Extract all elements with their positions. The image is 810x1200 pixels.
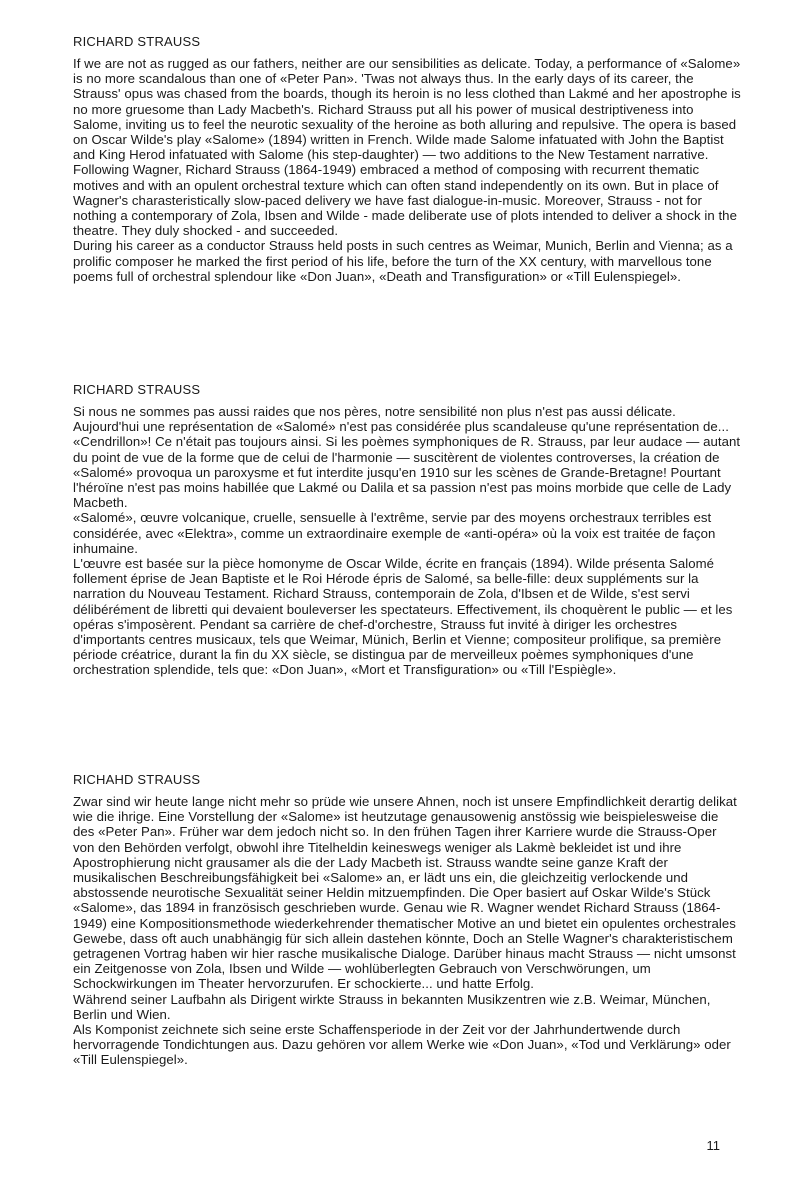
section-heading: RICHARD STRAUSS [73,382,201,397]
paragraph: «Salomé», œuvre volcanique, cruelle, sensuelle à l'extrême, servie par des moyens orchestraux terribles est considérée, avec «Elektra», comme un extraordinaire exemple de «anti-opéra» où la voix est traitée de façon inhumaine. [73,510,716,556]
page-number: 11 [706,1138,720,1153]
paragraph: Während seiner Laufbahn als Dirigent wirkte Strauss in bekannten Musikzentren wie z.B. Weimar, München, Berlin und Wien. [73,991,711,1022]
section-heading: RICHAHD STRAUSS [73,772,201,787]
paragraph: During his career as a conductor Strauss held posts in such centres as Weimar, Munich, Berlin and Vienna; as a prolific composer he marked the first period of his life, before the turn of the XX century, with marvellous tone poems full of orchestral splendour like «Don Juan», «Death and Transfiguration» or «Till Eulenspiegel». [73,238,733,284]
paragraph: Following Wagner, Richard Strauss (1864-1949) embraced a method of composing with recurrent thematic motives and with an opulent orchestral texture which can often stand independently on its own. But in place of Wagner's charasteristically slow-paced delivery we have fast dialogue-in-music. Moreover, Strauss - not for nothing a contemporary of Zola, Ibsen and Wilde - made deliberate use of plots intended to deliver a shock in the theatre. They duly shocked - and succeeded. [73,162,737,239]
section-heading: RICHARD STRAUSS [73,34,201,49]
section-english [73,34,741,284]
paragraph: Als Komponist zeichnete sich seine erste Schaffensperiode in der Zeit vor der Jahrhundertwende durch hervorragende Tondichtungen aus. Dazu gehören vor allem Werke wie «Don Juan», «Tod und Verklärung» oder «Till Eulenspiegel». [73,1022,731,1068]
section-german [73,772,741,1068]
section-french [73,382,741,678]
paragraph: L'œuvre est basée sur la pièce homonyme de Oscar Wilde, écrite en français (1894). Wilde présenta Salomé follement éprise de Jean Baptiste et le Roi Hérode épris de Salomé, sa belle-fille: deux suppléments sur la narration du Nouveau Testament. Richard Strauss, contemporain de Zola, d'Ibsen et de Wilde, s'est servi délibérément de libretti qui devaient bouleverser les spectateurs. Effectivement, ils choquèrent le public — et les opéras s'imposèrent. Pendant sa carrière de chef-d'orchestre, Strauss fut invité à diriger les orchestres d'importants centres musicaux, tels que Weimar, Münich, Berlin et Vienne; compositeur prolifique, sa première période créatrice, durant la fin du XX siècle, se distingua par de merveilleux poèmes symphoniques d'une orchestration splendide, tels que: «Don Juan», «Mort et Transfiguration» ou «Till l'Espiègle». [73,556,733,678]
paragraph: Si nous ne sommes pas aussi raides que nos pères, notre sensibilité non plus n'est pas aussi délicate. Aujourd'hui une représentation de «Salomé» n'est pas considérée plus scandaleuse qu'une représentation de... «Cendrillon»! Ce n'était pas toujours ainsi. Si les poèmes symphoniques de R. Strauss, par leur audace — autant du point de vue de la forme que de celui de l'harmonie — suscitèrent de violentes controverses, la création de «Salomé» provoqua un paroxysme et fut interdite jusqu'en 1910 sur les scènes de Grande-Bretagne! Pourtant l'héroïne n'est pas moins habillée que Lakmé ou Dalila et sa passion n'est pas moins morbide que celle de Lady Macbeth. [73,404,741,511]
paragraph: If we are not as rugged as our fathers, neither are our sensibilities as delicate. Today, a performance of «Salome» is no more scandalous than one of «Peter Pan». 'Twas not always thus. In the early days of its career, the Strauss' opus was chased from the boards, though its heroin is no less clothed than Lakmé and her apostrophe is no more gruesome than Lady Macbeth's. Richard Strauss put all his power of musical destriptiveness into Salome, inviting us to feel the neurotic sexuality of the heroine as both alluring and repulsive. The opera is based on Oscar Wilde's play «Salome» (1894) written in French. Wilde made Salome infatuated with John the Baptist and King Herod infatuated with Salome (his step-daughter) — two additions to the New Testament narrative. [73,56,741,163]
paragraph: Zwar sind wir heute lange nicht mehr so prüde wie unsere Ahnen, noch ist unsere Empfindlichkeit derartig delikat wie die ihrige. Eine Vorstellung der «Salome» ist heutzutage genausowenig anstössig wie beispielesweise die des «Peter Pan». Früher war dem jedoch nicht so. In den frühen Tagen ihrer Karriere wurde die Strauss-Oper von den Behörden verfolgt, obwohl ihre Titelheldin keineswegs weniger als Lakmè bekleidet ist und ihre Apostrophierung nicht grausamer als die der Lady Macbeth ist. Strauss wandte seine ganze Kraft der musikalischen Beschreibungsfähigkeit bei «Salome» an, er lädt uns ein, die gleichzeitig verlockende und abstossende neurotische Sexualität seiner Heldin mitzuempfinden. Die Oper basiert auf Oskar Wilde's Stück «Salome», das 1894 in französisch geschrieben wurde. Genau wie R. Wagner wendet Richard Strauss (1864-1949) eine Kompositionsmethode wiederkehrender thematischer Motive an und bietet ein opulentes orchestrales Gewebe, dass oft auch unabhängig für sich allein dastehen könnte, Doch an Stelle Wagner's charakteristischem getragenen Vortrag haben wir hier rasche musikalische Dialoge. Darüber hinaus macht Strauss — nicht umsonst ein Zeitgenosse von Zola, Ibsen und Wilde — wohlüberlegten Gebrauch von Verschwörungen, um Schockwirkungen im Theater hervorzurufen. Er schockierte... und hatte Erfolg. [73,794,737,992]
